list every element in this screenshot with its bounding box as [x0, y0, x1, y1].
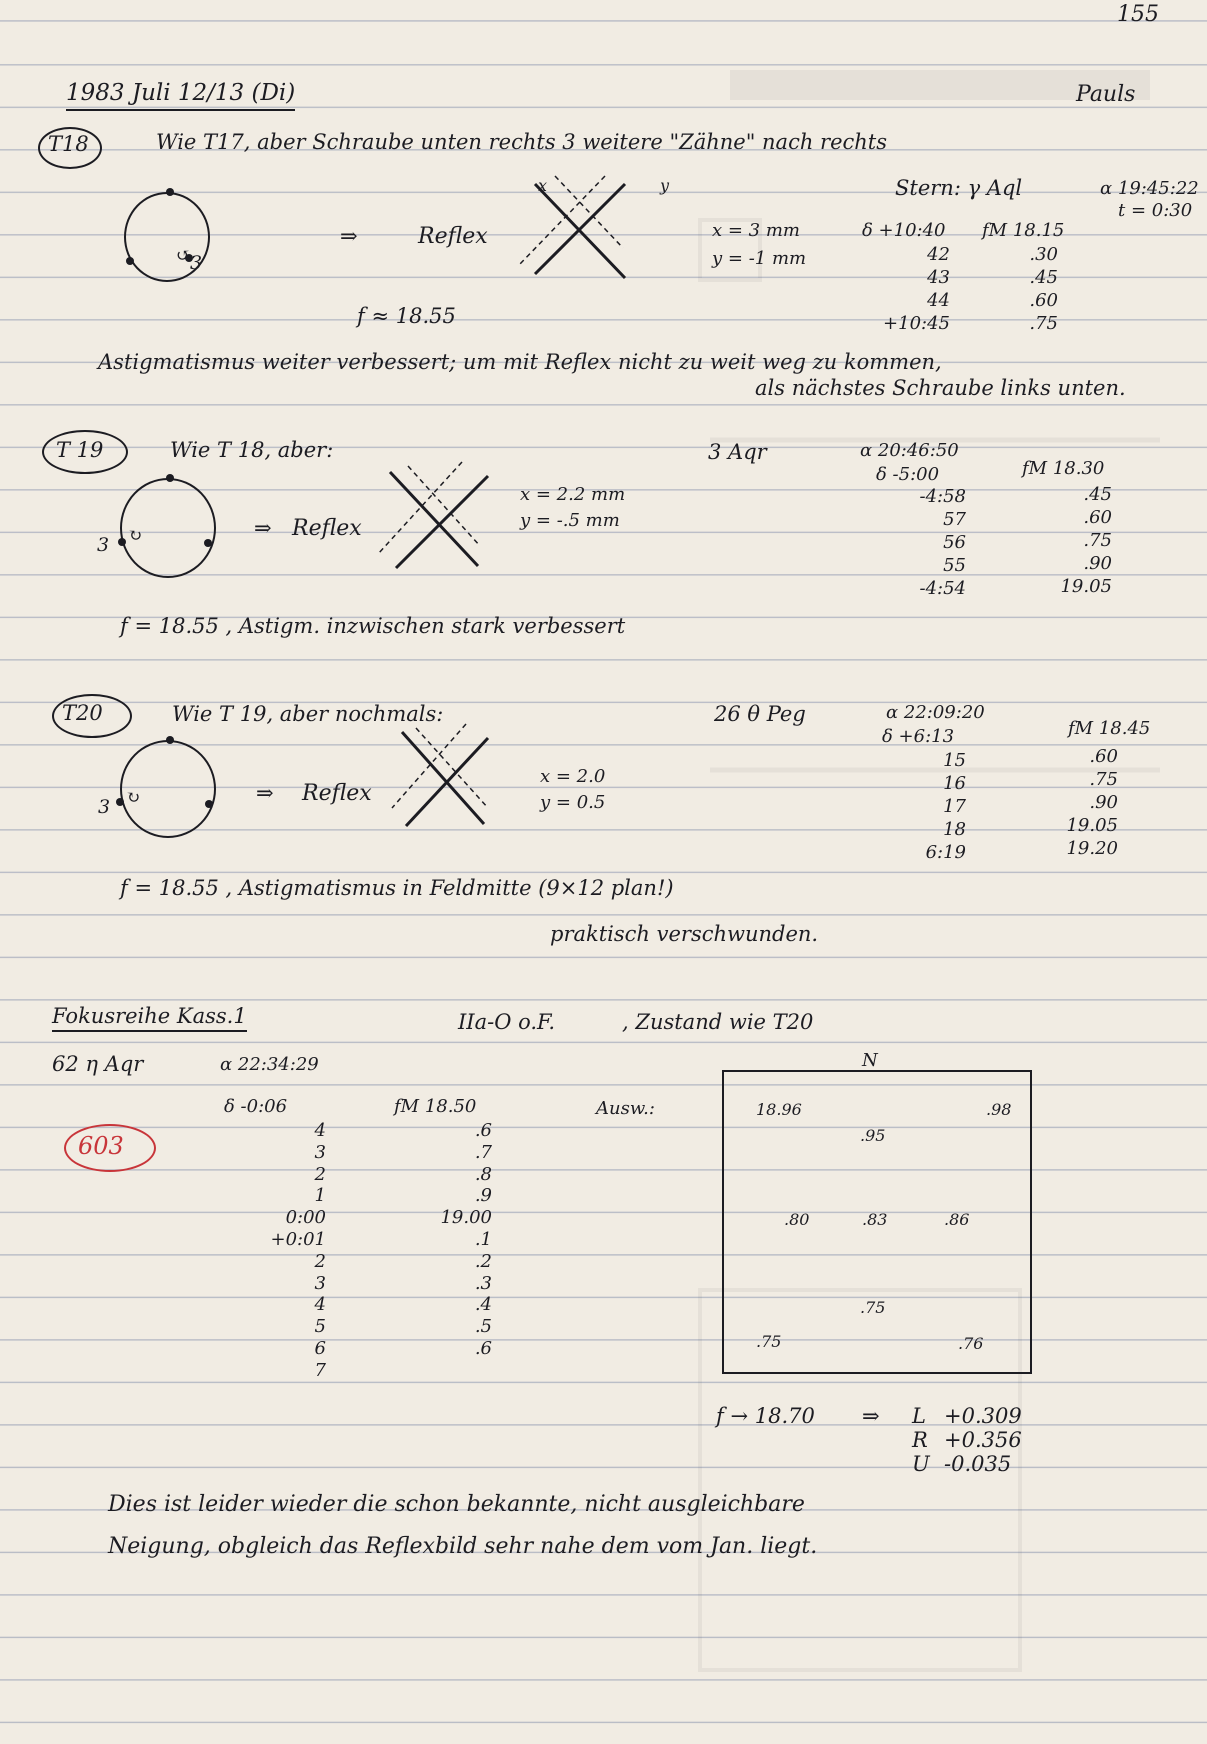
grid-upper-center: .95 — [860, 1126, 886, 1145]
t20-screw-number: 3 — [98, 796, 111, 818]
t18-y-value: y = -1 mm — [712, 248, 807, 269]
focus-delta-2: 3 — [314, 1141, 326, 1163]
t19-fm-1: .45 — [1083, 484, 1112, 505]
tilt-axis-u: U — [912, 1452, 930, 1476]
focus-delta-9: 4 — [314, 1294, 326, 1316]
t20-y-value: y = 0.5 — [540, 792, 606, 813]
t19-x-value: x = 2.2 mm — [520, 484, 626, 505]
focus-delta-3: 2 — [314, 1163, 326, 1185]
t20-focus-note: f = 18.55 , Astigmatismus in Feldmitte (9×12 plan!) — [120, 876, 674, 900]
focus-series-config: IIa-O o.F. — [458, 1010, 556, 1034]
t20-arrow: ⇒ — [256, 781, 274, 805]
t19-arrow: ⇒ — [254, 516, 272, 540]
t19-reflex: Reflex — [292, 516, 362, 541]
focus-fm-10: .5 — [474, 1316, 492, 1338]
t20-star: 26 θ Peg — [714, 702, 806, 726]
author-name: Pauls — [1076, 82, 1136, 107]
t19-fm-5: 19.05 — [1060, 576, 1112, 597]
t20-delta-2: 16 — [943, 773, 966, 794]
t18-alpha: α 19:45:22 — [1100, 178, 1199, 199]
t20-delta-1: 15 — [943, 750, 966, 771]
focus-delta-11: 6 — [314, 1338, 326, 1359]
t18-fm-2: .45 — [1029, 267, 1058, 288]
focus-fm-7: .2 — [474, 1250, 492, 1272]
focus-fm-5: 19.00 — [440, 1207, 492, 1229]
focus-series-state: , Zustand wie T20 — [622, 1010, 814, 1034]
focus-fm-header: fM 18.50 — [394, 1096, 477, 1117]
t20-delta-5: 6:19 — [925, 842, 966, 863]
t18-delta-1: 42 — [927, 244, 950, 265]
t19-delta-4: 55 — [943, 555, 966, 576]
focus-result: f → 18.70 — [716, 1404, 815, 1428]
grid-center: .83 — [862, 1210, 888, 1229]
t20-delta-header: δ +6:13 — [882, 726, 955, 747]
t18-reflex-cross-diagram — [515, 176, 645, 286]
t18-fm-4: .75 — [1029, 313, 1058, 334]
north-label: N — [862, 1050, 878, 1071]
t19-delta-1: -4:58 — [919, 486, 966, 507]
t18-axis-y: y — [660, 176, 670, 195]
t20-fm-5: 19.20 — [1066, 838, 1118, 859]
focus-delta-10: 5 — [314, 1316, 326, 1338]
t20-screw-left — [116, 798, 124, 806]
t18-fm-3: .60 — [1029, 290, 1058, 311]
t20-title: Wie T 19, aber nochmals: — [172, 702, 444, 726]
t18-title: Wie T17, aber Schraube unten rechts 3 weitere "Zähne" nach rechts — [156, 130, 888, 154]
entry-date: 1983 Juli 12/13 (Di) — [66, 82, 295, 111]
t19-label: T 19 — [56, 438, 104, 462]
t19-rotation-icon: ↻ — [128, 526, 143, 546]
t18-rotation-icon: ↺ — [176, 246, 191, 266]
grid-top-right: .98 — [986, 1100, 1012, 1119]
focus-fm-8: .3 — [474, 1272, 492, 1294]
grid-bottom-right: .76 — [958, 1334, 984, 1353]
focus-delta-5: 0:00 — [285, 1207, 326, 1229]
focus-delta-4: 1 — [314, 1185, 326, 1207]
focus-series-star: 62 η Aqr — [52, 1052, 144, 1076]
focus-delta-12: 7 — [314, 1359, 326, 1381]
tilt-axis-r: R — [912, 1428, 928, 1452]
grid-bottom-left: .75 — [756, 1332, 782, 1351]
t18-delta-3: 44 — [927, 290, 950, 311]
focus-fm-1: .6 — [474, 1120, 492, 1141]
tilt-value-l: +0.309 — [944, 1404, 1022, 1428]
t20-screw-right — [205, 800, 213, 808]
closing-line2: Neigung, obgleich das Reflexbild sehr nahe dem vom Jan. liegt. — [108, 1534, 818, 1559]
evaluation-label: Ausw.: — [596, 1098, 655, 1119]
plate-number: 603 — [78, 1132, 124, 1160]
t20-label: T20 — [62, 701, 103, 725]
t19-reflex-cross-diagram — [378, 462, 488, 572]
grid-mid-left: .80 — [784, 1210, 810, 1229]
t19-fm-3: .75 — [1083, 530, 1112, 551]
grid-mid-right: .86 — [944, 1210, 970, 1229]
focus-fm-6: .1 — [474, 1229, 492, 1250]
t19-y-value: y = -.5 mm — [520, 510, 620, 531]
t19-delta-header: δ -5:00 — [876, 464, 940, 485]
t19-delta-5: -4:54 — [919, 578, 966, 599]
focus-delta-7: 2 — [314, 1250, 326, 1272]
tilt-value-u: -0.035 — [944, 1452, 1012, 1476]
tilt-axis-l: L — [912, 1404, 926, 1428]
t20-reflex: Reflex — [302, 781, 372, 806]
t19-fm-4: .90 — [1083, 553, 1112, 574]
focus-fm-2: .7 — [474, 1141, 492, 1163]
t19-screw-left — [118, 538, 126, 546]
t18-screw-number: 3 — [190, 252, 203, 274]
t19-delta-3: 56 — [943, 532, 966, 553]
focus-fm-4: .9 — [474, 1185, 492, 1207]
focus-fm-3: .8 — [474, 1163, 492, 1185]
t19-star: 3 Aqr — [708, 440, 767, 464]
t18-fm-1: .30 — [1029, 244, 1058, 265]
t19-title: Wie T 18, aber: — [170, 438, 334, 462]
t19-fm-2: .60 — [1083, 507, 1112, 528]
t18-delta-header: δ +10:40 — [862, 220, 946, 241]
t18-label: T18 — [48, 132, 89, 156]
t18-reflex: Reflex — [418, 224, 488, 249]
t20-delta-3: 17 — [943, 796, 966, 817]
t20-rotation-icon: ↻ — [126, 788, 141, 808]
t18-screw-top — [166, 188, 174, 196]
grid-top-left: 18.96 — [756, 1100, 802, 1119]
t19-delta-2: 57 — [943, 509, 966, 530]
tilt-value-r: +0.356 — [944, 1428, 1022, 1452]
t18-note-line2: als nächstes Schraube links unten. — [755, 376, 1126, 400]
t18-delta-2: 43 — [927, 267, 950, 288]
t19-alpha: α 20:46:50 — [860, 440, 959, 461]
t20-fm-4: 19.05 — [1066, 815, 1118, 836]
t18-x-value: x = 3 mm — [712, 220, 800, 241]
t19-focus-note: f = 18.55 , Astigm. inzwischen stark verbessert — [120, 614, 626, 638]
t18-hour-angle: t = 0:30 — [1118, 200, 1193, 221]
focus-delta-6: +0:01 — [270, 1229, 326, 1250]
t19-fm-header: fM 18.30 — [1022, 458, 1105, 479]
t20-fm-3: .90 — [1089, 792, 1118, 813]
t20-screw-top — [166, 736, 174, 744]
focus-delta-header: δ -0:06 — [224, 1096, 288, 1117]
t18-fm-header: fM 18.15 — [982, 220, 1065, 241]
t18-screw-left — [126, 257, 134, 265]
t18-arrow: ⇒ — [340, 224, 358, 248]
t19-screw-right — [204, 539, 212, 547]
focus-result-arrow: ⇒ — [862, 1404, 880, 1428]
focus-fm-9: .4 — [474, 1294, 492, 1316]
focus-series-title: Fokusreihe Kass.1 — [52, 1006, 247, 1032]
t20-fm-header: fM 18.45 — [1068, 718, 1151, 739]
focus-delta-1: 4 — [314, 1120, 326, 1141]
page-number: 155 — [1117, 2, 1159, 27]
t18-note-line1: Astigmatismus weiter verbessert; um mit Reflex nicht zu weit weg zu kommen, — [98, 350, 942, 374]
t19-screw-number: 3 — [97, 534, 110, 556]
focus-fm-11: .6 — [474, 1338, 492, 1359]
t20-focus-note-line2: praktisch verschwunden. — [550, 922, 819, 946]
t20-alpha: α 22:09:20 — [886, 702, 985, 723]
t18-axis-x: x — [538, 176, 548, 195]
focus-series-alpha: α 22:34:29 — [220, 1054, 319, 1075]
t20-x-value: x = 2.0 — [540, 766, 606, 787]
focus-delta-8: 3 — [314, 1272, 326, 1294]
t18-delta-4: +10:45 — [883, 313, 950, 334]
t19-screw-top — [166, 474, 174, 482]
t20-delta-4: 18 — [943, 819, 966, 840]
t20-reflex-cross-diagram — [392, 724, 492, 828]
t20-fm-1: .60 — [1089, 746, 1118, 767]
grid-lower-center: .75 — [860, 1298, 886, 1317]
t18-star: Stern: γ Aql — [895, 176, 1023, 200]
t18-focus: f ≈ 18.55 — [357, 304, 456, 328]
closing-line1: Dies ist leider wieder die schon bekannte, nicht ausgleichbare — [108, 1492, 805, 1517]
t20-fm-2: .75 — [1089, 769, 1118, 790]
